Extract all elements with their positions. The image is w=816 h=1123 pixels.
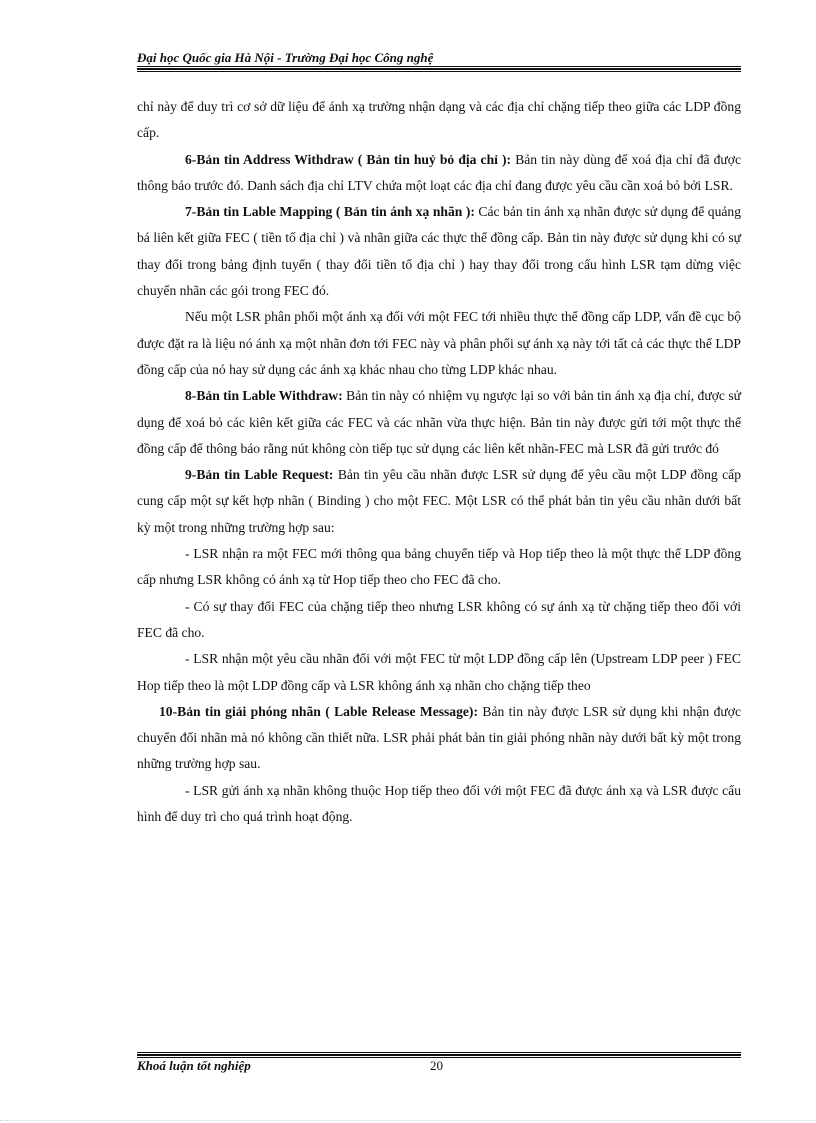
footer-rule	[137, 1054, 741, 1056]
paragraph	[137, 147, 741, 200]
paragraph-heading: 9-Bản tin Lable Request:	[185, 467, 334, 483]
paragraph	[137, 199, 741, 304]
paragraph-text: chỉ này để duy trì cơ sở dữ liệu để ánh xạ trường nhận dạng và các địa chỉ chặng tiếp theo giữa các LDP đồng cấp.	[137, 99, 741, 141]
header-rule	[137, 71, 741, 72]
paragraph	[137, 646, 741, 699]
footer-rule	[137, 1052, 741, 1053]
paragraph	[137, 699, 741, 778]
paragraph	[137, 778, 741, 831]
paragraph-heading: 10-Bản tin giải phóng nhãn ( Lable Release Message):	[159, 703, 478, 719]
paragraph-text: Bản tin này có nhiệm vụ ngược lại so với bản tin ánh xạ địa chỉ, được sử dụng để xoá bỏ các kiên kết giữa các FEC và các nhãn vừa thực hiện. Bản tin này được gửi tới một thực thể đồng cấp để thông báo rằng nút không còn tiếp tục sử dụng các liên kết nhãn-FEC mà LSR đã gửi trước đó	[137, 388, 741, 456]
paragraph-text: - LSR gửi ánh xạ nhãn không thuộc Hop tiếp theo đối với một FEC đã được ánh xạ và LSR được cấu hình để duy trì cho quá trình hoạt động.	[137, 782, 741, 825]
paragraph	[137, 541, 741, 594]
paragraph-heading: 7-Bản tin Lable Mapping ( Bản tin ánh xạ nhãn ):	[185, 204, 475, 220]
paragraph	[137, 383, 741, 462]
paragraph-text: Bản tin này được LSR sử dụng khi nhận được chuyển đổi nhãn mà nó không cần thiết nữa. LSR phải phát bản tin giải phóng nhãn này dưới bất kỳ một trong những trường hợp sau.	[137, 703, 741, 772]
paragraph	[137, 94, 741, 147]
footer-title: Khoá luận tốt nghiệp	[137, 1058, 251, 1073]
paragraph	[137, 304, 741, 383]
page-boundary-divider	[0, 1120, 816, 1121]
paragraph-heading: 8-Bản tin Lable Withdraw:	[185, 388, 343, 404]
paragraph-text: - LSR nhận một yêu cầu nhãn đối với một FEC từ một LDP đồng cấp lên (Upstream LDP peer ) FEC Hop tiếp theo là một LDP đồng cấp và LSR không ánh xạ nhãn cho chặng tiếp theo	[137, 651, 741, 693]
header-rule	[137, 66, 741, 67]
document-body	[137, 94, 741, 830]
paragraph-text: Nếu một LSR phân phối một ánh xạ đối với một FEC tới nhiều thực thể đồng cấp LDP, vấn đề cục bộ được đặt ra là liệu nó ánh xạ một nhãn đơn tới FEC này và phân phối sự ánh xạ này tới tất cả các thực thể LDP đồng cấp của nó hay sử dụng các ánh xạ khác nhau cho từng LDP khác nhau.	[137, 309, 741, 377]
paragraph-text: - Có sự thay đổi FEC của chặng tiếp theo nhưng LSR không có sự ánh xạ từ chặng tiếp theo đối với FEC đã cho.	[137, 598, 741, 640]
paragraph-heading: 6-Bản tin Address Withdraw ( Bản tin huỷ bỏ địa chỉ ):	[185, 151, 512, 167]
header-rule	[137, 68, 741, 70]
paragraph-text: Bản tin này dùng để xoá địa chỉ đã được thông báo trước đó. Danh sách địa chỉ LTV chứa một loạt các địa chỉ đang được yêu cầu cần xoá bỏ bởi LSR.	[137, 151, 742, 193]
paragraph-text: - LSR nhận ra một FEC mới thông qua bảng chuyển tiếp và Hop tiếp theo là một thực thể LDP đồng cấp nhưng LSR không có ánh xạ từ Hop tiếp theo cho FEC đã cho.	[137, 546, 741, 588]
paragraph	[137, 462, 741, 541]
header-title: Đại học Quốc gia Hà Nội - Trường Đại học Công nghệ	[137, 50, 434, 65]
paragraph	[137, 594, 741, 647]
page-number: 20	[430, 1058, 443, 1073]
paragraph-text: Các bản tin ánh xạ nhãn được sử dụng để quảng bá liên kết giữa FEC ( tiền tố địa chỉ ) và nhãn giữa các thực thể đồng cấp. Bản tin này được sử dụng khi có sự thay đổi trong bảng định tuyến ( thay đổi tiền tố địa chỉ ) hay thay đổi trong cấu hình LSR tạm dừng việc chuyển nhãn các gói trong FEC đó.	[137, 204, 741, 299]
paragraph-text: Bản tin yêu cầu nhãn được LSR sử dụng để yêu cầu một LDP đồng cấp cung cấp một sự kết hợp nhãn ( Binding ) cho một FEC. Một LSR có thể phát bản tin yêu cầu nhãn dưới bất kỳ một trong những trường hợp sau:	[137, 467, 741, 535]
